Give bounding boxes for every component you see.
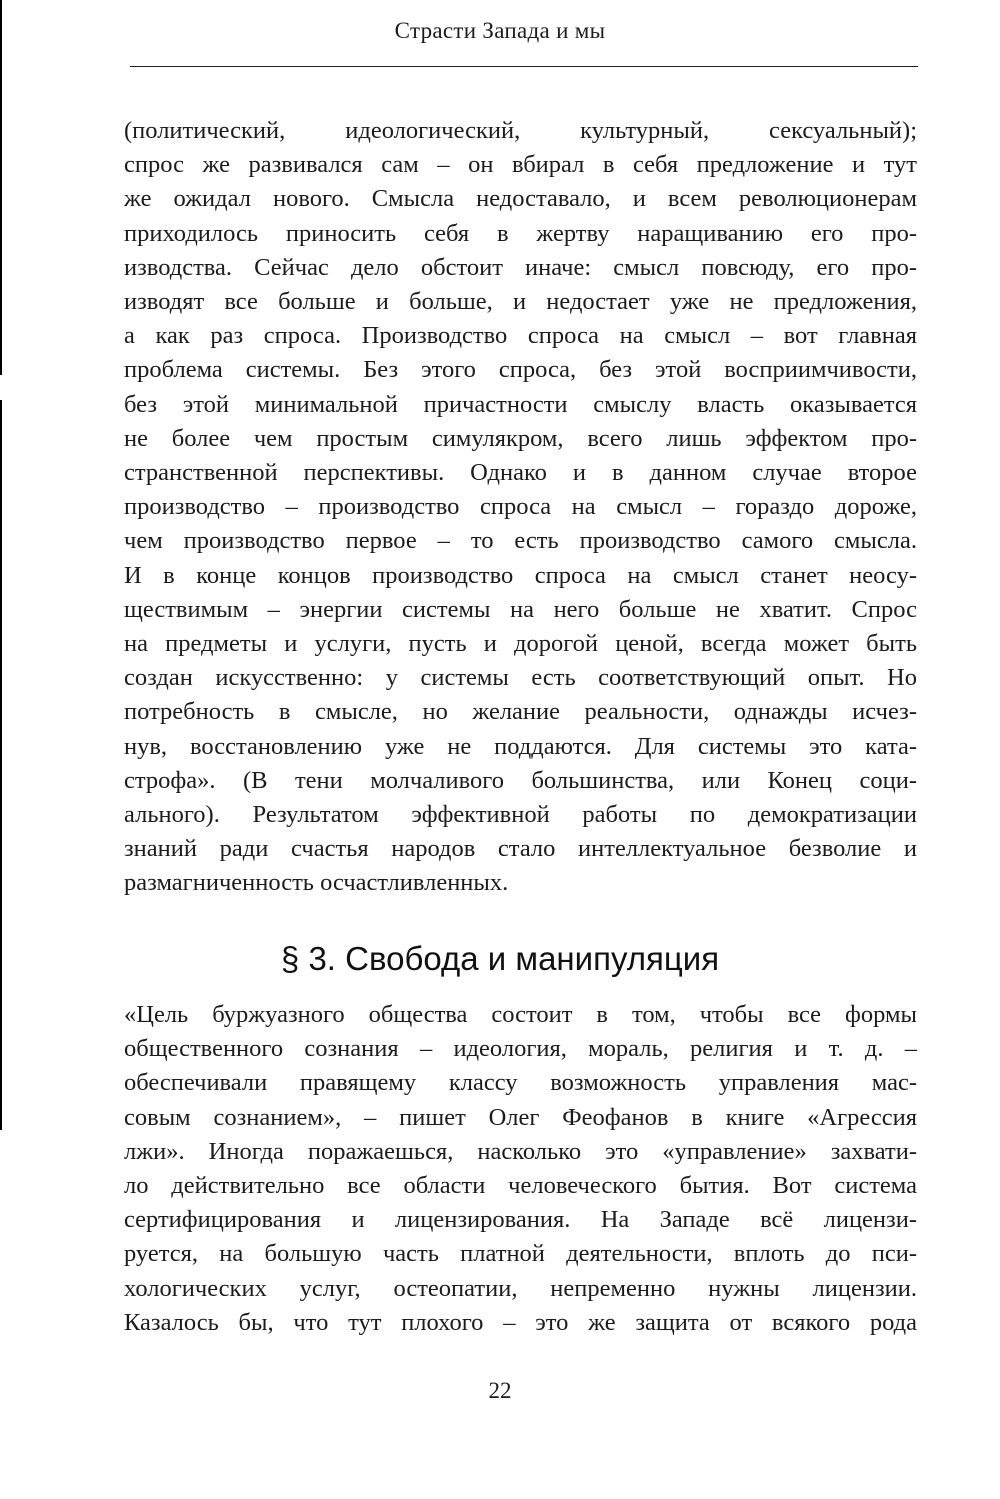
text-line: ального). Результатом эффективной работы по демократизации (124, 801, 917, 829)
text-line: чем производство первое – то есть производство самого смысла. (124, 527, 917, 555)
text-line: общественного сознания – идеология, мораль, религия и т. д. – (124, 1035, 917, 1063)
text-line: же ожидал нового. Смысла недоставало, и всем революционерам (124, 185, 917, 213)
text-line: изводят все больше и больше, и недостает уже не предложения, (124, 288, 917, 316)
text-line: И в конце концов производство спроса на смысл станет неосу- (124, 561, 917, 589)
text-line: потребность в смысле, но желание реальности, однажды исчез- (124, 698, 917, 726)
text-line: проблема системы. Без этого спроса, без этой восприимчивости, (124, 356, 917, 384)
text-line: странственной перспективы. Однако и в данном случае второе (124, 459, 917, 487)
text-line: нув, восстановлению уже не поддаются. Для системы это ката- (124, 732, 917, 760)
text-line: а как раз спроса. Производство спроса на смысл – вот главная (124, 322, 917, 350)
text-line: Казалось бы, что тут плохого – это же защита от всякого рода (124, 1308, 917, 1336)
text-line: ло действительно все области человеческого бытия. Вот система (124, 1172, 917, 1200)
text-line: изводства. Сейчас дело обстоит иначе: смысл повсюду, его про- (124, 253, 917, 281)
text-line: (политический, идеологический, культурный, сексуальный); (124, 117, 917, 144)
scan-edge-bottom (0, 400, 2, 1130)
text-line: совым сознанием», – пишет Олег Феофанов в книге «Агрессия (124, 1103, 917, 1131)
text-line: создан искусственно: у системы есть соответствующий опыт. Но (124, 664, 917, 692)
text-line: сертифицирования и лицензирования. На Западе всё лицензи- (124, 1206, 917, 1234)
text-line: спрос же развивался сам – он вбирал в себя предложение и тут (124, 151, 917, 179)
header-rule (130, 66, 918, 67)
page-number: 22 (488, 1378, 512, 1403)
running-title: Страсти Запада и мы (394, 18, 606, 43)
scan-edge-top (0, 0, 2, 375)
text-line: знаний ради счастья народов стало интеллектуальное безволие и (124, 835, 917, 863)
text-line: размагниченность осчастливленных. (124, 869, 509, 897)
text-line: на предметы и услуги, пусть и дорогой ценой, всегда может быть (124, 630, 917, 658)
text-line: без этой минимальной причастности смыслу власть оказывается (124, 390, 917, 418)
text-line: строфа». (В тени молчаливого большинства, или Конец соци- (124, 766, 917, 794)
text-line: ществимым – энергии системы на него больше не хватит. Спрос (124, 595, 917, 623)
text-line: обеспечивали правящему классу возможность управления мас- (124, 1069, 917, 1097)
text-line: «Цель буржуазного общества состоит в том, чтобы все формы (124, 1001, 917, 1028)
text-line: не более чем простым симулякром, всего лишь эффектом про- (124, 424, 917, 452)
text-line: приходилось приносить себя в жертву наращиванию его про- (124, 219, 917, 247)
text-line: производство – производство спроса на смысл – гораздо дороже, (124, 493, 917, 521)
section-heading: § 3. Свобода и манипуляция (280, 940, 720, 977)
paragraph-2 (124, 998, 917, 1340)
text-line: хологических услуг, остеопатии, непременно нужны лицензии. (124, 1274, 917, 1302)
text-line: лжи». Иногда поражаешься, насколько это «управление» захвати- (124, 1137, 917, 1165)
text-line: руется, на большую часть платной деятельности, вплоть до пси- (124, 1240, 917, 1268)
paragraph-1 (124, 114, 917, 901)
